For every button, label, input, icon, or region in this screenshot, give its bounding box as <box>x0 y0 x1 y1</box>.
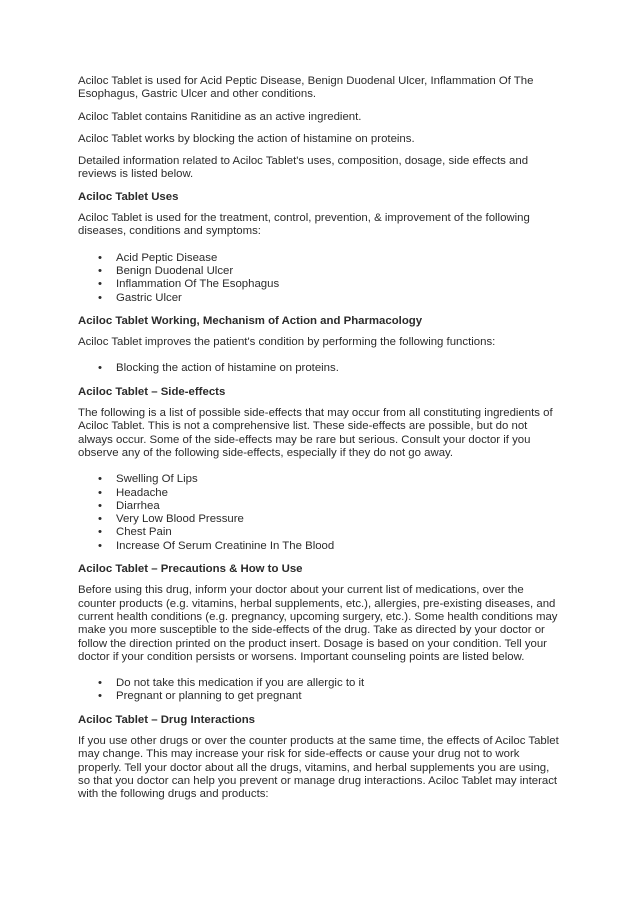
list-item: • Diarrhea <box>98 499 160 512</box>
list-item: • Very Low Blood Pressure <box>98 513 244 526</box>
list-item: • Gastric Ulcer <box>98 291 182 304</box>
bullet-icon: • <box>98 499 102 512</box>
intro-paragraph-3: Aciloc Tablet works by blocking the action of histamine on proteins. <box>78 132 415 145</box>
list-item: • Inflammation Of The Esophagus <box>98 278 280 291</box>
list-item: • Headache <box>98 486 168 499</box>
bullet-icon: • <box>98 526 102 539</box>
uses-heading: Aciloc Tablet Uses <box>78 190 179 203</box>
bullet-icon: • <box>98 278 102 291</box>
side-effects-list <box>78 473 560 553</box>
bullet-icon: • <box>98 513 102 526</box>
working-list <box>78 362 560 375</box>
bullet-icon: • <box>98 486 102 499</box>
intro-paragraph-2: Aciloc Tablet contains Ranitidine as an active ingredient. <box>78 110 362 123</box>
intro-paragraph-4: Detailed information related to Aciloc Tablet's uses, composition, dosage, side effects and reviews is listed below. <box>78 155 529 181</box>
uses-list <box>78 252 560 305</box>
list-item: • Blocking the action of histamine on proteins. <box>98 362 339 375</box>
intro-paragraph-1: Aciloc Tablet is used for Acid Peptic Disease, Benign Duodenal Ulcer, Inflammation Of The Esophagus, Gastric Ulcer and other conditions. <box>78 75 534 101</box>
list-item: • Benign Duodenal Ulcer <box>98 264 234 277</box>
precautions-heading: Aciloc Tablet – Precautions & How to Use <box>78 563 303 576</box>
bullet-icon: • <box>98 473 102 486</box>
precautions-list <box>78 677 560 704</box>
working-text: Aciloc Tablet improves the patient's condition by performing the following functions: <box>78 336 496 349</box>
list-item: • Do not take this medication if you are allergic to it <box>98 677 365 690</box>
bullet-icon: • <box>98 264 102 277</box>
list-item: • Chest Pain <box>98 526 172 539</box>
side-effects-heading: Aciloc Tablet – Side-effects <box>78 385 226 398</box>
precautions-text: Before using this drug, inform your doctor about your current list of medications, over the counter products (e.g. vitamins, herbal supplements, etc.), allergies, pre-existing diseases, and current health conditions (e.g. pregnancy, upcoming surgery, etc.). Some health conditions may make you more susceptible to the side-effects of the drug. Take as directed by your doctor or follow the direction printed on the product insert. Dosage is based on your condition. Tell your doctor if your condition persists or worsens. Important counseling points are listed below. <box>78 584 558 663</box>
interactions-text: If you use other drugs or over the counter products at the same time, the effects of Aciloc Tablet may change. This may increase your risk for side-effects or cause your drug not to work properly. Tell your doctor about all the drugs, vitamins, and herbal supplements you are using, so that you doctor can help you prevent or manage drug interactions. Aciloc Tablet may interact with the following drugs and products: <box>78 734 559 801</box>
bullet-icon: • <box>98 539 102 552</box>
side-effects-text: The following is a list of possible side-effects that may occur from all constituting ingredients of Aciloc Tablet. This is not a comprehensive list. These side-effects are possible, but do not always occur. Some of the side-effects may be rare but serious. Consult your doctor if you observe any of the following side-effects, especially if they do not go away. <box>78 407 553 459</box>
uses-text: Aciloc Tablet is used for the treatment, control, prevention, & improvement of the following diseases, conditions and symptoms: <box>78 212 530 238</box>
bullet-icon: • <box>98 291 102 304</box>
working-heading: Aciloc Tablet Working, Mechanism of Action and Pharmacology <box>78 314 423 327</box>
bullet-icon: • <box>98 251 102 264</box>
list-item: • Pregnant or planning to get pregnant <box>98 690 302 703</box>
bullet-icon: • <box>98 362 102 375</box>
list-item: • Swelling Of Lips <box>98 473 198 486</box>
bullet-icon: • <box>98 677 102 690</box>
bullet-icon: • <box>98 690 102 703</box>
list-item: • Increase Of Serum Creatinine In The Blood <box>98 539 335 552</box>
list-item: • Acid Peptic Disease <box>98 251 218 264</box>
interactions-heading: Aciloc Tablet – Drug Interactions <box>78 713 256 726</box>
